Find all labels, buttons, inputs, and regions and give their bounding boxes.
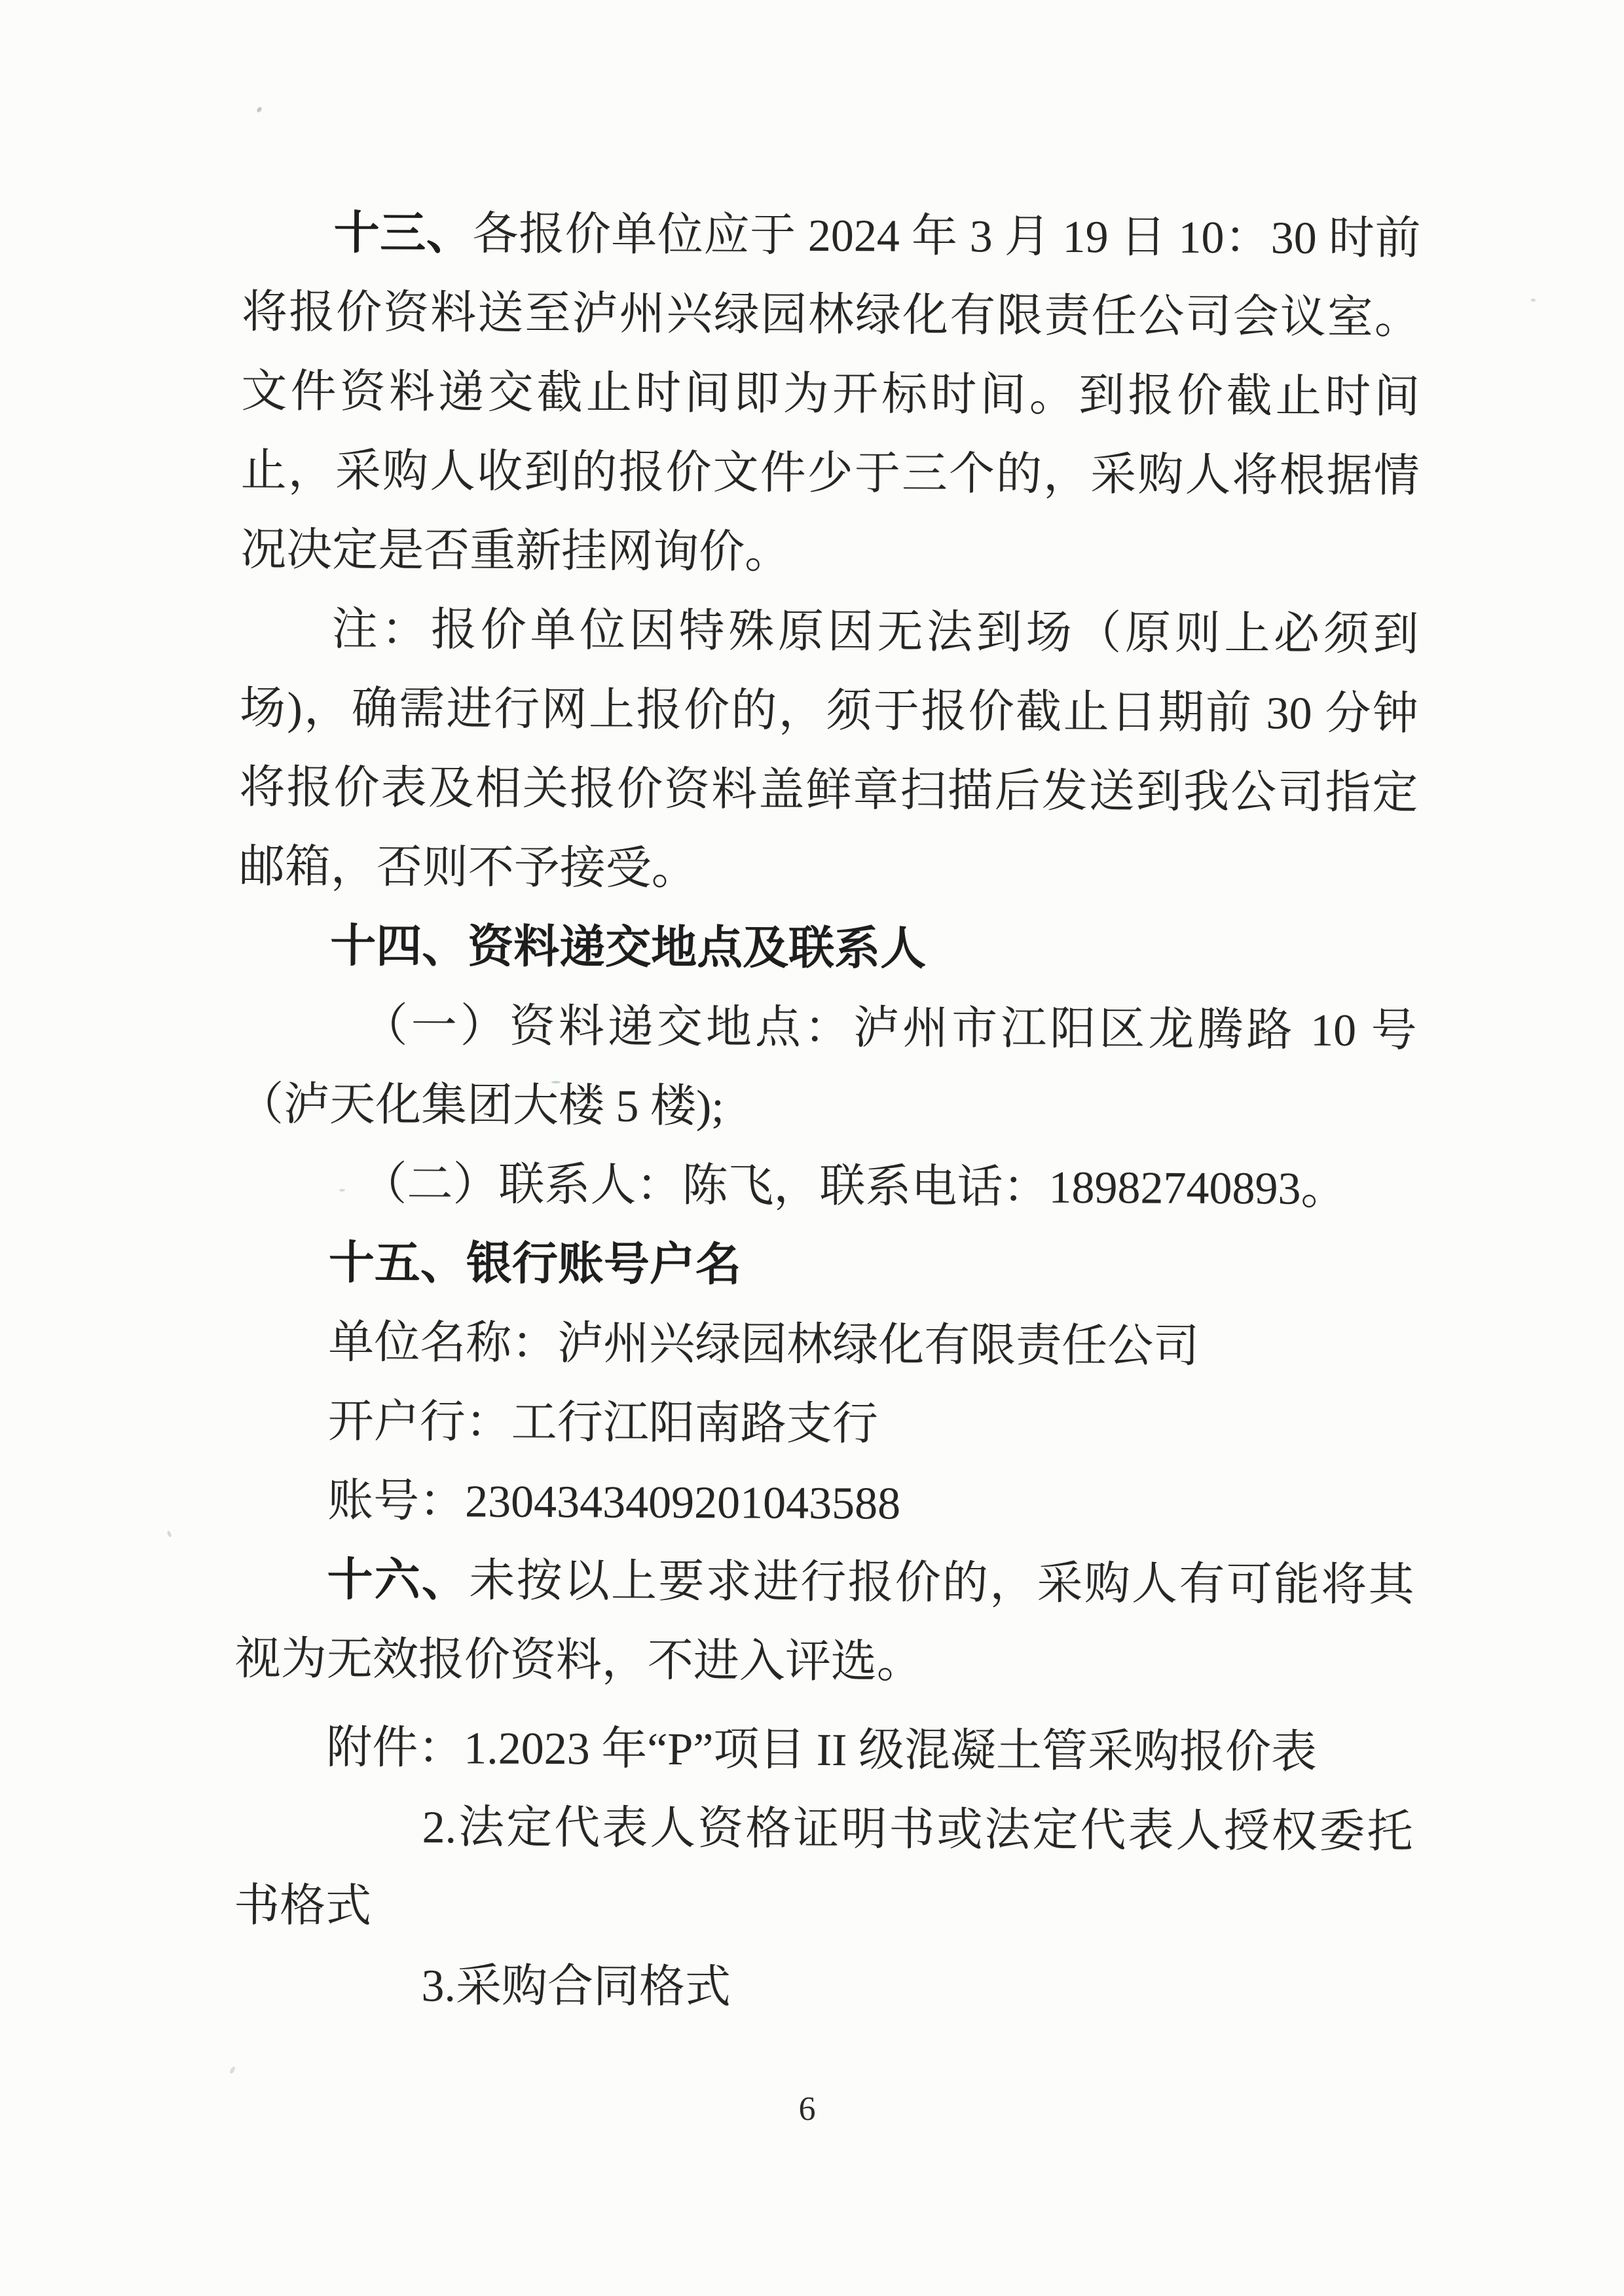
bank-branch-line: 开户行：工行江阳南路支行 (327, 1396, 878, 1450)
section-16-number: 十六、 (327, 1555, 470, 1607)
attachment-line-3: 3.采购合同格式 (421, 1961, 731, 2013)
account-number-line: 账号：2304343409201043588 (327, 1476, 901, 1529)
unit-name-line: 单位名称：泸州兴绿园林绿化有限责任公司 (328, 1317, 1200, 1372)
section-15-heading: 十五、银行账号户名 (328, 1238, 742, 1291)
section-16-paragraph (235, 1540, 1414, 1705)
attachment-line-2: 2.法定代表人资格证明书或法定代表人授权委托书格式 (233, 1802, 1413, 1932)
attachment-line-1: 附件：1.2023 年“P”项目 II 级混凝土管采购报价表 (326, 1722, 1318, 1778)
section-16-text: 未按以上要求进行报价的，采购人有可能将其视为无效报价资料，不进入评选。 (234, 1556, 1414, 1688)
section-13-paragraph (240, 194, 1421, 596)
section-14-item-1: （一）资料递交地点：泸州市江阳区龙腾路 10 号（泸天化集团大楼 5 楼); (237, 1000, 1417, 1133)
page-number: 6 (798, 2090, 816, 2128)
section-13-number: 十三、 (333, 208, 473, 260)
section-13-text: 各报价单位应于 2024 年 3 月 19 日 10：30 时前将报价资料送至泸州兴绿园林绿化有限责任公司会议室。文件资料递交截止时间即为开标时间。到报价截止时间止，采购人收到的报价文件少于三个的，采购人将根据情况决定是否重新挂网询价。 (240, 209, 1421, 578)
section-14-item-2: （二）联系人：陈飞，联系电话：18982740893。 (361, 1159, 1347, 1214)
section-14-heading: 十四、资料递交地点及联系人 (330, 921, 927, 975)
note-paragraph: 注：报价单位因特殊原因无法到场（原则上必须到场)，确需进行网上报价的，须于报价截止日期前 30 分钟将报价表及相关报价资料盖鲜章扫描后发送到我公司指定邮箱，否则不予接受。 (238, 604, 1419, 895)
document-body (233, 194, 1421, 2031)
